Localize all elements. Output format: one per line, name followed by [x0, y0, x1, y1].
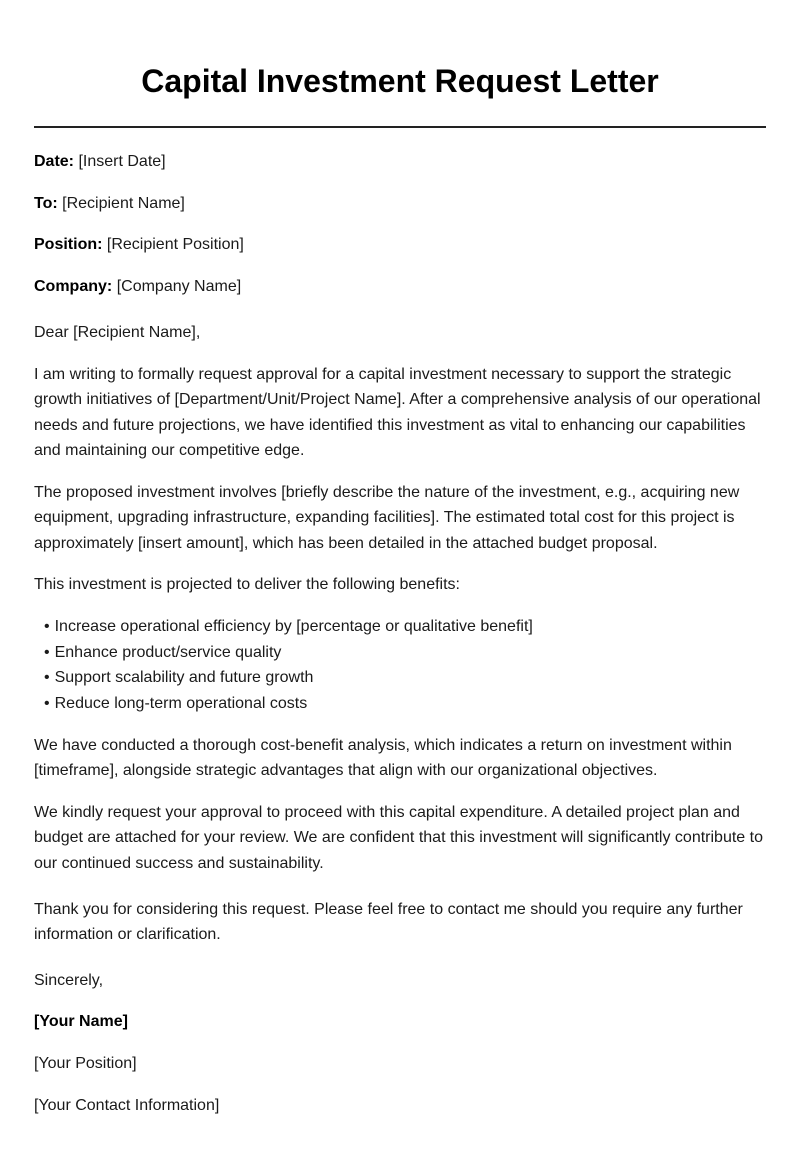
- benefits-list: [44, 614, 533, 716]
- meta-date: [34, 152, 166, 172]
- list-item: • Reduce long-term operational costs: [44, 691, 533, 717]
- title-divider: [34, 126, 766, 128]
- paragraph-thanks: Thank you for considering this request. Please feel free to contact me should you require any further information or clarification.: [34, 901, 743, 944]
- salutation: Dear [Recipient Name],: [34, 324, 201, 341]
- paragraph-intro: I am writing to formally request approval for a capital investment necessary to support the strategic growth initiatives of [Department/Unit/Project Name]. After a comprehensive analysis of our operational needs and future projections, we have identified this investment as vital to enhancing our capabilities and maintaining our competitive edge.: [34, 366, 761, 459]
- meta-position-value: [Recipient Position]: [106, 236, 244, 253]
- signature-contact: [Your Contact Information]: [34, 1097, 220, 1114]
- meta-position-label: Position:: [34, 236, 103, 253]
- meta-position: [34, 235, 244, 255]
- signature-position: [Your Position]: [34, 1055, 137, 1072]
- meta-date-label: Date:: [34, 153, 75, 170]
- signature-name: [Your Name]: [34, 1013, 128, 1030]
- meta-to-label: To:: [34, 195, 58, 212]
- meta-company: [34, 277, 241, 297]
- meta-company-value: [Company Name]: [116, 278, 242, 295]
- paragraph-analysis: We have conducted a thorough cost-benefit analysis, which indicates a return on investment within [timeframe], alongside strategic advantages that align with our organizational objectives.: [34, 737, 732, 780]
- meta-to: [34, 194, 185, 214]
- closing: Sincerely,: [34, 972, 104, 989]
- document-title: Capital Investment Request Letter: [141, 63, 659, 99]
- list-item: • Support scalability and future growth: [44, 665, 533, 691]
- list-item: • Increase operational efficiency by [percentage or qualitative benefit]: [44, 614, 533, 640]
- paragraph-request: We kindly request your approval to proceed with this capital expenditure. A detailed project plan and budget are attached for your review. We are confident that this investment will significantly contribute to our continued success and sustainability.: [34, 804, 763, 872]
- paragraph-benefits-intro: This investment is projected to deliver the following benefits:: [34, 576, 460, 593]
- list-item: • Enhance product/service quality: [44, 640, 533, 666]
- meta-to-value: [Recipient Name]: [62, 195, 185, 212]
- meta-company-label: Company:: [34, 278, 113, 295]
- meta-date-value: [Insert Date]: [78, 153, 166, 170]
- paragraph-proposal: The proposed investment involves [briefly describe the nature of the investment, e.g., acquiring new equipment, upgrading infrastructure, expanding facilities]. The estimated total cost for this project is approximately [insert amount], which has been detailed in the attached budget proposal.: [34, 484, 740, 552]
